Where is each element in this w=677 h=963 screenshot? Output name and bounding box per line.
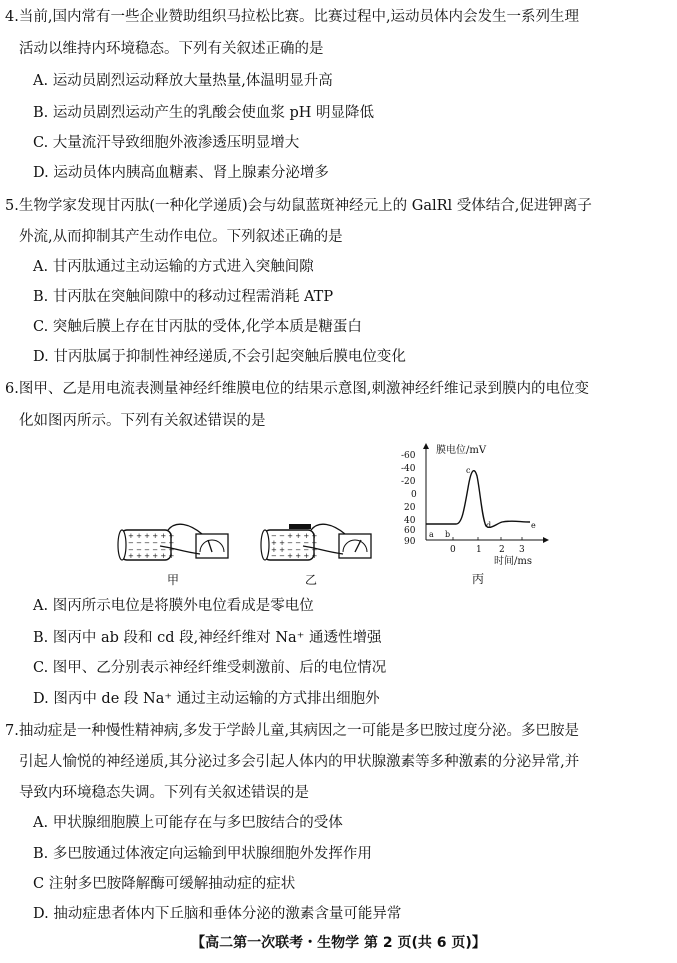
membrane-potential-curve bbox=[426, 471, 530, 528]
q4-option-b: B. 运动员剧烈运动产生的乳酸会使血浆 pH 明显降低 bbox=[33, 105, 375, 121]
y-tick-label: -60 bbox=[401, 451, 416, 461]
point-d-label: d bbox=[486, 521, 492, 530]
point-c-label: c bbox=[466, 466, 471, 475]
y-tick-label: -20 bbox=[401, 477, 416, 487]
q4-option-d: D. 运动员体内胰高血糖素、肾上腺素分泌增多 bbox=[33, 165, 329, 181]
svg-text:+ + + + + +: + + + + + + bbox=[128, 552, 175, 560]
x-tick-label: 0 bbox=[450, 545, 456, 555]
figure-yi-label: 乙 bbox=[305, 573, 318, 587]
svg-text:− − − − − −: − − − − − − bbox=[128, 546, 175, 554]
figure-bing-label: 丙 bbox=[472, 572, 485, 586]
y-tick-label: 20 bbox=[404, 503, 416, 513]
figure-jia-diagram bbox=[112, 518, 234, 570]
q6-option-d: D. 图丙中 de 段 Na⁺ 通过主动运输的方式排出细胞外 bbox=[33, 691, 380, 707]
point-b-label: b bbox=[445, 530, 451, 539]
q6-option-a: A. 图丙所示电位是将膜外电位看成是零电位 bbox=[33, 598, 314, 614]
q5-option-b: B. 甘丙肽在突触间隙中的移动过程需消耗 ATP bbox=[33, 289, 334, 305]
q4-option-a: A. 运动员剧烈运动释放大量热量,体温明显升高 bbox=[33, 73, 333, 89]
q5-option-c: C. 突触后膜上存在甘丙肽的受体,化学本质是糖蛋白 bbox=[33, 319, 362, 335]
q5-stem-line1: 5.生物学家发现甘丙肽(一种化学递质)会与幼鼠蓝斑神经元上的 GalRl 受体结合,促进钾离子 bbox=[5, 198, 592, 214]
q5-stem-line2: 外流,从而抑制其产生动作电位。下列叙述正确的是 bbox=[19, 229, 343, 245]
x-tick-label: 3 bbox=[519, 545, 525, 555]
y-tick-label: 60 bbox=[404, 526, 416, 536]
y-tick-label: 90 bbox=[404, 537, 416, 547]
x-tick-label: 2 bbox=[499, 545, 505, 555]
figure-jia-label: 甲 bbox=[167, 573, 180, 587]
svg-text:− − + + + +: − − + + + + bbox=[271, 532, 318, 540]
svg-text:− − + + + +: − − + + + + bbox=[271, 552, 318, 560]
q7-option-a: A. 甲状腺细胞膜上可能存在与多巴胺结合的受体 bbox=[33, 815, 343, 831]
y-tick-label: 40 bbox=[404, 516, 416, 526]
q5-option-a: A. 甘丙肽通过主动运输的方式进入突触间隙 bbox=[33, 259, 314, 275]
q7-option-b: B. 多巴胺通过体液定向运输到甲状腺细胞外发挥作用 bbox=[33, 846, 372, 862]
graph-x-axis-label: 时间/ms bbox=[494, 556, 532, 567]
q7-option-c: C 注射多巴胺降解酶可缓解抽动症的症状 bbox=[33, 876, 296, 892]
q6-option-b: B. 图丙中 ab 段和 cd 段,神经纤维对 Na⁺ 通透性增强 bbox=[33, 630, 382, 646]
svg-text:+ + − − − −: + + − − − − bbox=[271, 546, 318, 554]
y-tick-label: 0 bbox=[411, 490, 417, 500]
q7-option-d: D. 抽动症患者体内下丘脑和垂体分泌的激素含量可能异常 bbox=[33, 906, 402, 922]
q7-stem-line3: 导致内环境稳态失调。下列有关叙述错误的是 bbox=[19, 785, 309, 801]
svg-text:+ + − − − −: + + − − − − bbox=[271, 539, 318, 547]
q6-option-c: C. 图甲、乙分别表示神经纤维受刺激前、后的电位情况 bbox=[33, 660, 387, 676]
y-tick-label: -40 bbox=[401, 464, 416, 474]
point-a-label: a bbox=[429, 530, 434, 539]
svg-text:+ + + + + +: + + + + + + bbox=[128, 532, 175, 540]
q6-stem-line2: 化如图丙所示。下列有关叙述错误的是 bbox=[19, 413, 266, 429]
q5-option-d: D. 甘丙肽属于抑制性神经递质,不会引起突触后膜电位变化 bbox=[33, 349, 406, 365]
graph-y-axis-label: 膜电位/mV bbox=[436, 445, 487, 456]
page-footer: 【高二第一次联考・生物学 第 2 页(共 6 页)】 bbox=[191, 935, 486, 951]
q4-option-c: C. 大量流汗导致细胞外液渗透压明显增大 bbox=[33, 135, 300, 151]
figure-bing-graph bbox=[398, 440, 558, 568]
svg-text:− − − − − −: − − − − − − bbox=[128, 539, 175, 547]
q4-stem-line1: 4.当前,国内常有一些企业赞助组织马拉松比赛。比赛过程中,运动员体内会发生一系列生理 bbox=[5, 9, 580, 25]
q4-stem-line2: 活动以维持内环境稳态。下列有关叙述正确的是 bbox=[19, 41, 324, 57]
q6-stem-line1: 6.图甲、乙是用电流表测量神经纤维膜电位的结果示意图,刺激神经纤维记录到膜内的电位变 bbox=[5, 381, 589, 397]
x-tick-label: 1 bbox=[476, 545, 482, 555]
point-e-label: e bbox=[531, 521, 536, 530]
q7-stem-line1: 7.抽动症是一种慢性精神病,多发于学龄儿童,其病因之一可能是多巴胺过度分泌。多巴胺是 bbox=[5, 723, 580, 739]
figure-yi-diagram bbox=[255, 518, 377, 570]
q7-stem-line2: 引起人愉悦的神经递质,其分泌过多会引起人体内的甲状腺激素等多种激素的分泌异常,并 bbox=[19, 754, 580, 770]
